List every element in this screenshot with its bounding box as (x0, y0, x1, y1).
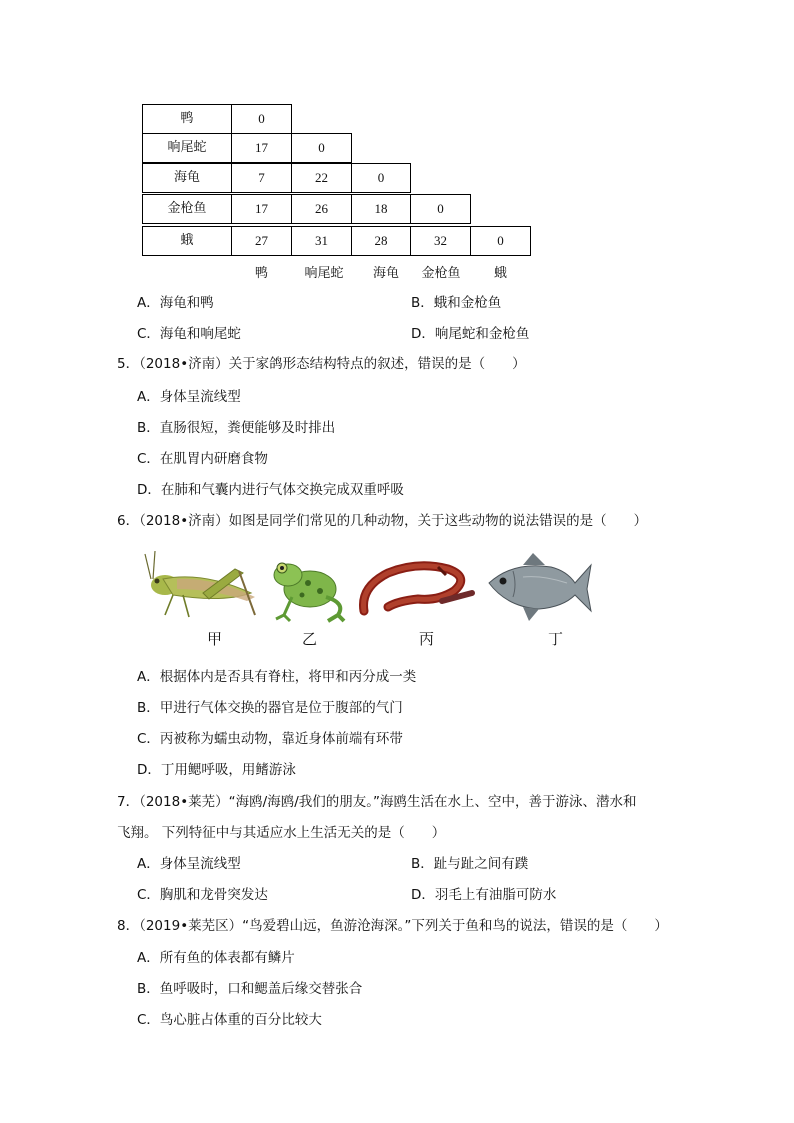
table-cell: 0 (351, 163, 411, 193)
table-column-label: 金枪鱼 (421, 266, 461, 281)
q6-option-a: A．根据体内是否具有脊柱，将甲和丙分成一类 (137, 669, 417, 685)
grasshopper-image (143, 549, 261, 623)
table-cell: 26 (291, 194, 352, 224)
q8-stem: 8．（2019•莱芜区）“鸟爱碧山远，鱼游沧海深。”下列关于鱼和鸟的说法，错误的是（ ） (117, 918, 668, 934)
table-row-label: 金枪鱼 (142, 194, 232, 224)
table-cell: 22 (291, 163, 352, 193)
table-cell: 7 (231, 163, 292, 193)
table-cell: 0 (410, 194, 471, 224)
q7-option-d: D．羽毛上有油脂可防水 (411, 887, 557, 903)
figure-label-jia: 甲 (207, 630, 223, 648)
q4-option-c: C．海龟和响尾蛇 (137, 326, 241, 342)
q7-option-c: C．胸肌和龙骨突发达 (137, 887, 268, 903)
table-cell: 27 (231, 226, 292, 256)
table-cell: 0 (470, 226, 531, 256)
table-row-label: 响尾蛇 (142, 133, 232, 163)
q8-option-a: A．所有鱼的体表都有鳞片 (137, 950, 295, 966)
q6-option-d: D．丁用鳃呼吸，用鳍游泳 (137, 762, 296, 778)
earthworm-image (358, 557, 476, 617)
q6-stem: 6．（2018•济南）如图是同学们常见的几种动物，关于这些动物的说法错误的是（ ） (117, 513, 648, 529)
q7-stem-line1: 7．（2018•莱芜）“海鸥/海鸥/我们的朋友。”海鸥生活在水上、空中，善于游泳、潜水和 (117, 794, 637, 810)
q4-option-b: B．蛾和金枪鱼 (411, 295, 502, 311)
figure-label-ding: 丁 (548, 630, 564, 648)
table-cell: 28 (351, 226, 411, 256)
q8-option-b: B．鱼呼吸时，口和鳃盖后缘交替张合 (137, 981, 363, 997)
table-cell: 18 (351, 194, 411, 224)
q4-option-a: A．海龟和鸭 (137, 295, 214, 311)
table-row-label: 鸭 (142, 104, 232, 134)
table-cell: 17 (231, 194, 292, 224)
q5-option-d: D．在肺和气囊内进行气体交换完成双重呼吸 (137, 482, 404, 498)
q5-stem: 5．（2018•济南）关于家鸽形态结构特点的叙述，错误的是（ ） (117, 356, 526, 372)
fish-image (483, 549, 593, 625)
table-column-label: 海龟 (372, 266, 399, 281)
frog-image (268, 553, 348, 623)
table-row-label: 蛾 (142, 226, 232, 256)
table-row-label: 海龟 (142, 163, 232, 193)
q4-option-d: D．响尾蛇和金枪鱼 (411, 326, 530, 342)
table-cell: 32 (410, 226, 471, 256)
q6-option-b: B．甲进行气体交换的器官是位于腹部的气门 (137, 700, 403, 716)
q7-stem-line2: 飞翔。 下列特征中与其适应水上生活无关的是（ ） (117, 825, 446, 841)
q7-option-a: A．身体呈流线型 (137, 856, 241, 872)
table-column-label: 鸭 (254, 266, 268, 281)
figure-label-yi: 乙 (302, 630, 318, 648)
q5-option-a: A．身体呈流线型 (137, 389, 241, 405)
table-cell: 17 (231, 133, 292, 163)
figure-label-bing: 丙 (419, 630, 435, 648)
table-cell: 0 (231, 104, 292, 134)
q5-option-c: C．在肌胃内研磨食物 (137, 451, 268, 467)
q5-option-b: B．直肠很短，粪便能够及时排出 (137, 420, 336, 436)
table-column-label: 响尾蛇 (304, 266, 344, 281)
table-cell: 31 (291, 226, 352, 256)
table-cell: 0 (291, 133, 352, 163)
q6-option-c: C．丙被称为蠕虫动物，靠近身体前端有环带 (137, 731, 403, 747)
q7-option-b: B．趾与趾之间有蹼 (411, 856, 529, 872)
table-column-label: 蛾 (493, 266, 507, 281)
q8-option-c: C．鸟心脏占体重的百分比较大 (137, 1012, 322, 1028)
